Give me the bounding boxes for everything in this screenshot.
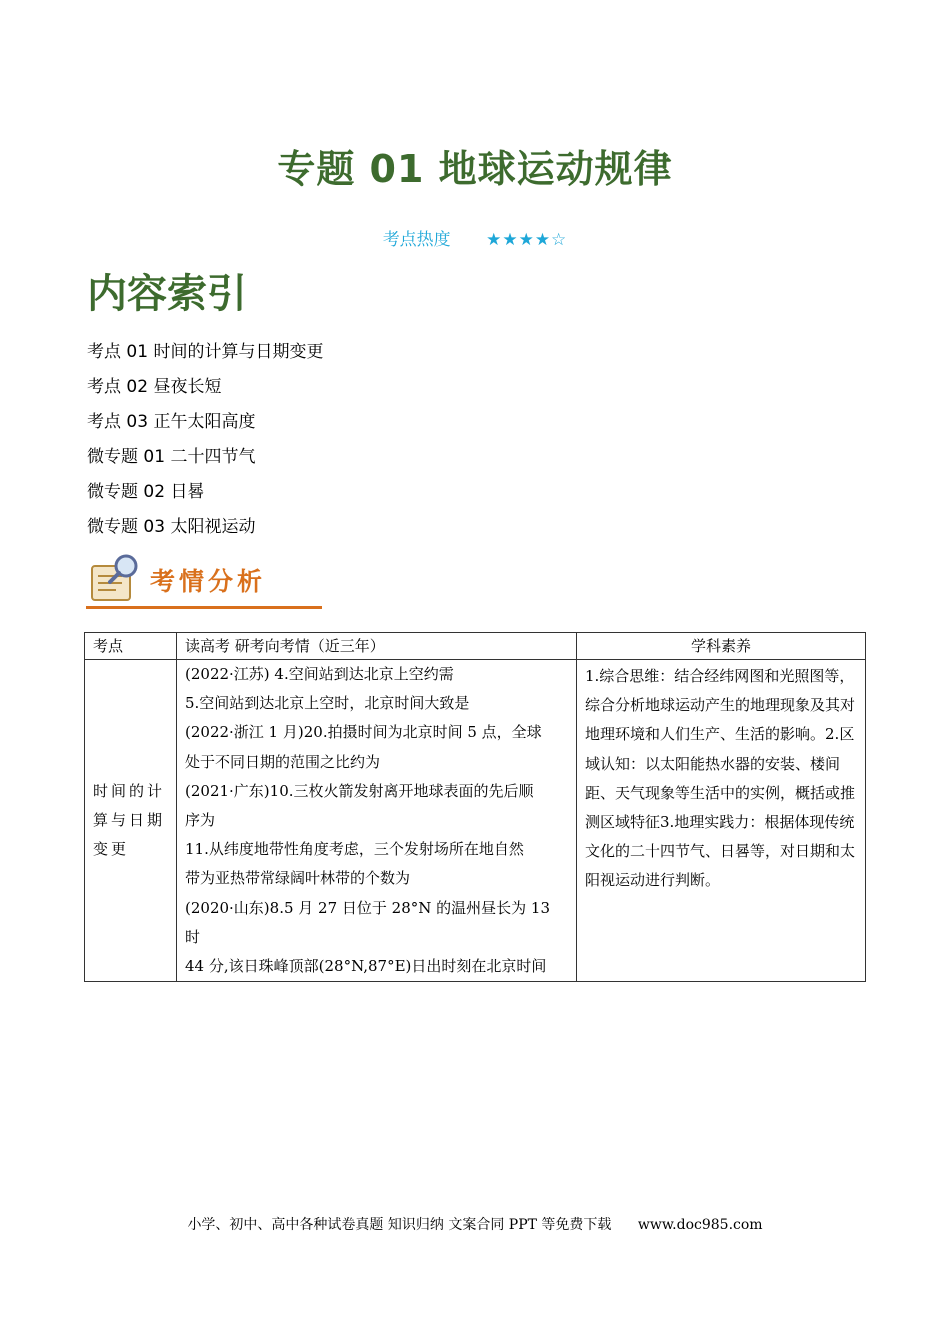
header-literacy: 学科素养 xyxy=(577,633,866,660)
header-exam: 读高考 研考向考情（近三年） xyxy=(177,633,577,660)
index-list xyxy=(87,338,323,548)
table-row xyxy=(85,660,866,982)
banner-underline xyxy=(86,606,322,609)
footer xyxy=(0,1214,950,1234)
notebook-magnifier-icon xyxy=(86,552,144,606)
analysis-banner xyxy=(86,552,322,610)
index-item: 考点 01 时间的计算与日期变更 xyxy=(87,342,324,362)
question-line: (2022·江苏) 4.空间站到达北京上空约需 xyxy=(185,665,454,683)
question-line: 5.空间站到达北京上空时，北京时间大致是 xyxy=(185,694,470,713)
footer-text: 小学、初中、高中各种试卷真题 知识归纳 文案合同 PPT 等免费下载 xyxy=(187,1217,612,1233)
page-title: 专题 01 地球运动规律 xyxy=(277,147,673,191)
question-line: (2021·广东)10.三枚火箭发射离开地球表面的先后顺 xyxy=(185,781,534,800)
heat-label: 考点热度 xyxy=(382,230,451,250)
header-topic: 考点 xyxy=(85,633,177,660)
analysis-banner-label: 考情分析 xyxy=(150,567,267,596)
question-line: 处于不同日期的范围之比约为 xyxy=(185,752,381,771)
question-line: 44 分,该日珠峰顶部(28°N,87°E)日出时刻在北京时间 xyxy=(185,957,547,976)
index-heading: 内容索引 xyxy=(87,271,247,317)
index-item: 考点 03 正午太阳高度 xyxy=(87,412,256,432)
index-item: 考点 02 昼夜长短 xyxy=(87,377,222,397)
question-line: 11.从纬度地带性角度考虑，三个发射场所在地自然 xyxy=(185,840,524,859)
exam-analysis-table xyxy=(84,632,866,982)
heat-rating xyxy=(0,225,950,250)
index-item: 微专题 02 日晷 xyxy=(87,482,205,502)
topic-cell: 时间的计算与日期变更 xyxy=(85,660,177,982)
heat-stars: ★★★★☆ xyxy=(486,230,568,250)
footer-site-link[interactable]: www.doc985.com xyxy=(637,1217,763,1233)
literacy-cell: 1.综合思维：结合经纬网图和光照图等，综合分析地球运动产生的地理现象及其对地理环境和人们生产、生活的影响。2.区域认知：以太阳能热水器的安装、楼间距、天气现象等生活中的实例，概括或推测区域特征3.地理实践力：根据体现传统文化的二十四节气、日晷等，对日期和太阳视运动进行判断。 xyxy=(577,660,866,982)
question-line: 序为 xyxy=(185,811,216,830)
questions-cell xyxy=(177,660,577,982)
table-header-row xyxy=(85,633,866,660)
question-line: (2022·浙江 1 月)20.拍摄时间为北京时间 5 点，全球 xyxy=(185,723,542,742)
index-item: 微专题 03 太阳视运动 xyxy=(87,517,256,537)
index-item: 微专题 01 二十四节气 xyxy=(87,447,256,467)
question-line: (2020·山东)8.5 月 27 日位于 28°N 的温州昼长为 13 时 xyxy=(185,898,550,946)
question-line: 带为亚热带常绿阔叶林带的个数为 xyxy=(185,869,411,888)
